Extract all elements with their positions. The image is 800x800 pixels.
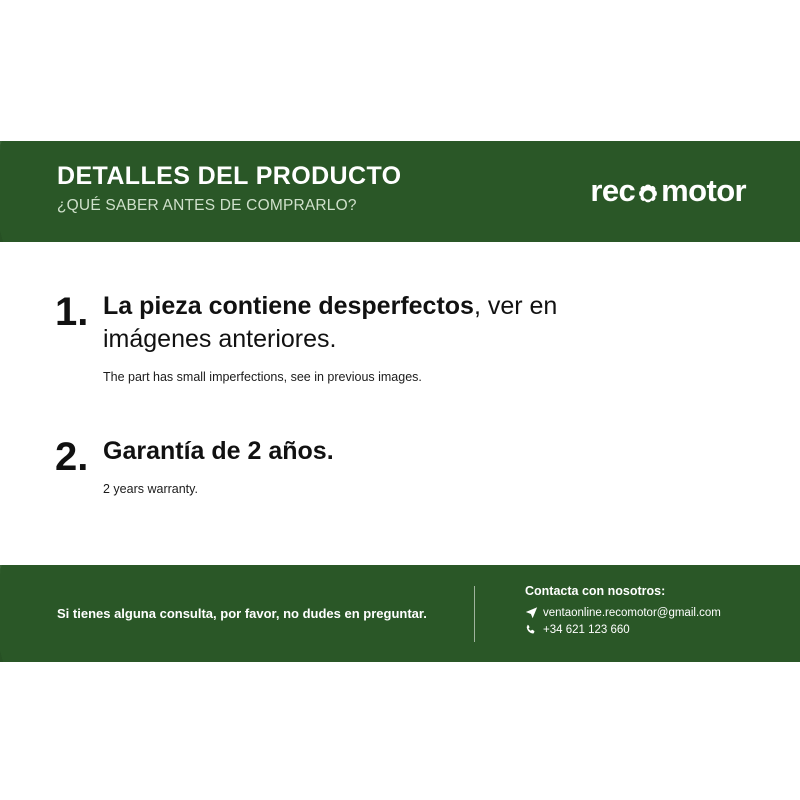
detail-item-2-subline: 2 years warranty.: [103, 482, 198, 496]
contact-phone: +34 621 123 660: [543, 624, 630, 636]
send-mail-icon: [525, 606, 543, 619]
brand-logo: [590, 173, 746, 209]
footer-band: [0, 565, 800, 662]
footer-message: Si tienes alguna consulta, por favor, no dudes en preguntar.: [57, 606, 427, 621]
contact-email-row[interactable]: [525, 606, 721, 619]
detail-item-2-headline-bold: Garantía de 2 años.: [103, 437, 334, 465]
detail-item-1-headline-rest: , ver en imágenes anteriores.: [103, 292, 558, 353]
contact-block: [525, 584, 721, 636]
page-subtitle: ¿QUÉ SABER ANTES DE COMPRARLO?: [57, 196, 357, 214]
detail-item-2: [55, 435, 755, 497]
detail-item-2-number: 2.: [55, 435, 89, 479]
detail-item-2-content: [103, 435, 755, 497]
footer-divider: [474, 586, 475, 642]
detail-item-1-headline: [103, 290, 633, 356]
detail-item-1-number: 1.: [55, 290, 89, 334]
detail-item-1-subline: The part has small imperfections, see in previous images.: [103, 370, 422, 384]
detail-item-1-content: [103, 290, 755, 385]
details-body: [0, 242, 800, 565]
page-title: DETALLES DEL PRODUCTO: [57, 162, 402, 190]
header-band: [0, 141, 800, 242]
contact-title: Contacta con nosotros:: [525, 584, 666, 598]
brand-text-left: rec: [590, 173, 636, 208]
phone-icon: [525, 624, 543, 636]
detail-item-1-headline-bold: La pieza contiene desperfectos: [103, 292, 474, 320]
header-text-block: [57, 163, 402, 215]
gear-icon: [636, 179, 660, 203]
brand-text-right: motor: [661, 173, 746, 208]
detail-item-1: [55, 290, 755, 385]
detail-item-2-headline: [103, 435, 633, 468]
contact-phone-row[interactable]: [525, 624, 721, 636]
contact-email: ventaonline.recomotor@gmail.com: [543, 606, 721, 619]
